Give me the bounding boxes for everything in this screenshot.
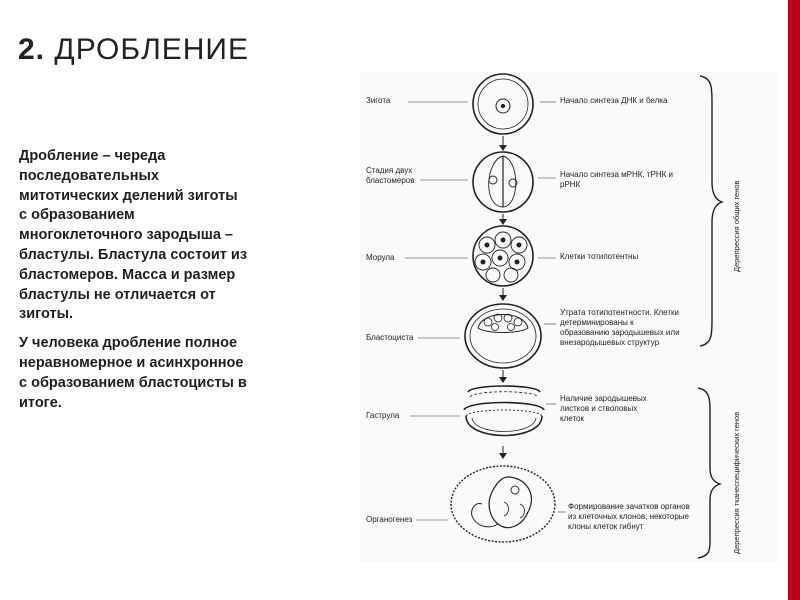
stage-label-blastocyst: Бластоциста [366,333,414,342]
title-word: ДРОБЛЕНИЕ [54,33,249,66]
stage-note-organogenesis: Формирование зачатков органов из клеточных клонов; некоторые клоны клеток гибнут [568,502,690,531]
stage-label-organogenesis: Органогенез [366,515,413,524]
stage-note-gastrula: Наличие зародышевых листков и стволовых клеток [560,394,647,423]
body-text [19,147,249,422]
stage-label-morula: Морула [366,253,395,262]
slide-title [18,33,249,67]
stage-note-zygote: Начало синтеза ДНК и белка [560,96,668,105]
zygote-drawing [473,74,533,134]
morula-drawing [473,226,533,286]
blastocyst-drawing [465,304,541,368]
paragraph-human: У человека дробление полное неравномерное и асинхронное с образованием бластоцисты в итоге. [19,335,247,411]
stage-connectors [405,102,566,520]
stage-label-gastrula: Гаструла [366,411,400,420]
brace-label-tissue-genes: Дерепрессия тканеспецифических генов [732,411,741,554]
stage-note-morula: Клетки тотипотентны [560,252,639,261]
slide-accent-bar [788,0,800,600]
two-blastomeres-drawing [473,152,533,212]
organogenesis-drawing [451,466,555,542]
stage-label-zygote: Зигота [366,96,391,105]
brace-top [700,76,722,346]
cleavage-diagram [360,72,778,562]
title-number: 2. [18,33,46,66]
stage-note-two-blastomeres: Начало синтеза мРНК, тРНК и рРНК [560,170,674,189]
brace-bottom [698,388,720,558]
gastrula-drawing [464,386,544,436]
stage-label-two-blastomeres: Стадия двух бластомеров [366,166,415,185]
brace-label-general-genes: Дерепрессия общих генов [732,180,741,272]
paragraph-definition: Дробление – череда последовательных митотических делений зиготы с образованием многоклеточного зародыша – бластулы. Бластула состоит из бластомеров. Масса и размер бластулы не отличается от зиготы. [19,148,248,323]
stage-note-blastocyst: Утрата тотипотентности. Клетки детерминированы к образованию зародышевых или внезародышевых структур [560,308,680,347]
